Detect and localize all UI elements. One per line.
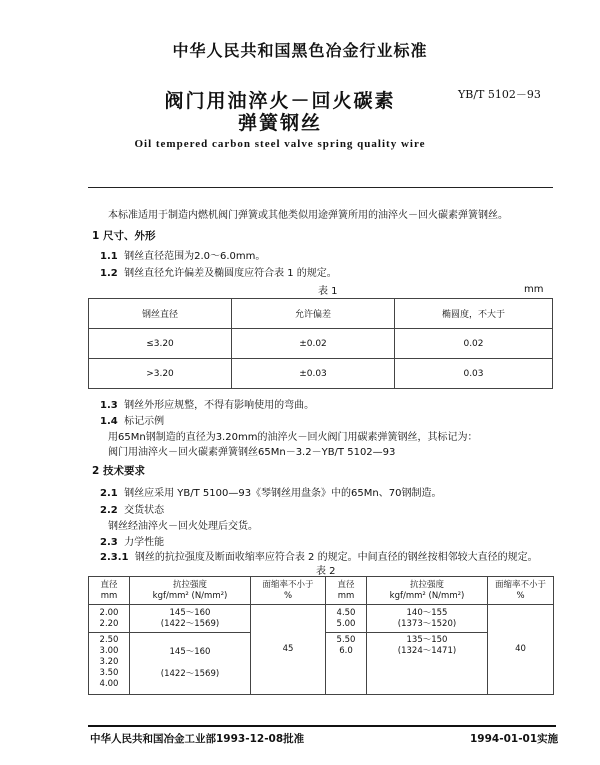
tensile-unit: kgf/mm² (N/mm²) — [152, 590, 228, 601]
clause-2-1 — [100, 484, 441, 499]
table-1-caption: 表 1 — [318, 286, 338, 297]
clause-text: 钢丝的抗拉强度及断面收缩率应符合表 2 的规定。中间直径的钢丝按相邻较大直径的规定。 — [134, 552, 538, 563]
table-header-cell — [251, 577, 326, 605]
tensile-header: 抗拉强度 — [409, 579, 444, 590]
diameter-unit: mm — [100, 590, 118, 601]
table-header-cell — [488, 577, 554, 605]
tensile-unit: kgf/mm² (N/mm²) — [389, 590, 465, 601]
diameter-value: 4.00 — [99, 679, 119, 689]
reduction-header: 面缩率不小于 — [262, 579, 314, 590]
diameter-header: 直径 — [337, 579, 355, 590]
table-cell: 45 — [251, 605, 326, 695]
diameter-header: 直径 — [100, 579, 118, 590]
diameter-value: 4.50 — [336, 607, 356, 618]
table-cell — [367, 633, 488, 695]
tensile-header: 抗拉强度 — [172, 579, 207, 590]
english-title: Oil tempered carbon steel valve spring quality wire — [134, 138, 426, 150]
table-cell — [130, 605, 251, 633]
delivery-condition-text: 钢丝经油淬火－回火处理后交货。 — [108, 521, 258, 532]
diameter-value: 3.50 — [99, 668, 119, 678]
clause-2-3 — [100, 533, 164, 548]
table-2 — [88, 576, 554, 695]
clause-2-2 — [100, 501, 164, 516]
diameter-value: 6.0 — [339, 646, 353, 656]
tensile-value: 145～160 — [169, 647, 211, 657]
clause-1-1 — [100, 247, 265, 262]
table-cell — [367, 605, 488, 633]
clause-text: 交货状态 — [124, 505, 165, 516]
section-1-heading: 1 尺寸、外形 — [92, 230, 156, 242]
clause-1-4 — [100, 412, 164, 427]
table-row — [89, 329, 553, 359]
clause-number: 1.2 — [100, 268, 118, 279]
tensile-value: 135～150 — [406, 635, 448, 645]
table-row — [89, 359, 553, 389]
clause-number: 2.1 — [100, 488, 118, 499]
table-cell: 40 — [488, 605, 554, 695]
clause-number: 2.2 — [100, 505, 118, 516]
diameter-value: 3.00 — [99, 646, 119, 656]
tensile-value-si: (1324～1471) — [397, 646, 457, 656]
table-header-row — [89, 299, 553, 329]
clause-2-3-1 — [100, 548, 538, 563]
table-row — [89, 605, 554, 633]
table-cell: 0.03 — [395, 359, 553, 389]
clause-number: 2.3.1 — [100, 552, 129, 563]
scope-paragraph: 本标准适用于制造内燃机阀门弹簧或其他类似用途弹簧所用的油淬火－回火碳素弹簧钢丝。 — [108, 210, 508, 221]
diameter-value: 3.20 — [99, 657, 119, 667]
clause-text: 钢丝应采用 YB/T 5100—93《琴钢丝用盘条》中的65Mn、70钢制造。 — [124, 488, 442, 499]
standard-number: YB/T 5102－93 — [458, 88, 541, 101]
clause-text: 钢丝直径范围为2.0～6.0mm。 — [124, 251, 266, 262]
table-cell: >3.20 — [89, 359, 232, 389]
table-cell — [89, 605, 130, 633]
table-cell: ±0.02 — [232, 329, 395, 359]
table-cell — [130, 633, 251, 695]
table-header-cell: 允许偏差 — [232, 299, 395, 329]
implementation-date: 1994-01-01实施 — [470, 733, 559, 745]
clause-text: 钢丝外形应规整，不得有影响使用的弯曲。 — [124, 400, 315, 411]
table-header-cell — [89, 577, 130, 605]
table-cell: 0.02 — [395, 329, 553, 359]
clause-1-2 — [100, 264, 337, 279]
footer-rule — [88, 725, 556, 727]
header-rule — [88, 187, 553, 188]
clause-number: 1.4 — [100, 416, 118, 427]
diameter-unit: mm — [337, 590, 355, 601]
table-cell — [89, 633, 130, 695]
table-header-row — [89, 577, 554, 605]
section-2-heading: 2 技术要求 — [92, 465, 145, 477]
diameter-value: 5.00 — [336, 618, 356, 629]
tensile-value-si: (1422～1569) — [160, 618, 220, 629]
title-line-2: 弹簧钢丝 — [237, 112, 322, 134]
clause-number: 2.3 — [100, 537, 118, 548]
diameter-value: 5.50 — [336, 635, 356, 645]
issuing-organization: 中华人民共和国黑色冶金行业标准 — [172, 41, 428, 60]
table-header-cell — [130, 577, 251, 605]
table-cell — [326, 605, 367, 633]
tensile-value-si: (1373～1520) — [397, 618, 457, 629]
reduction-header: 面缩率不小于 — [494, 579, 546, 590]
table-cell: ±0.03 — [232, 359, 395, 389]
table-2-caption: 表 2 — [316, 566, 336, 577]
diameter-value: 2.20 — [99, 618, 119, 629]
clause-number: 1.3 — [100, 400, 118, 411]
diameter-value: 2.00 — [99, 607, 119, 618]
clause-text: 标记示例 — [124, 416, 165, 427]
clause-number: 1.1 — [100, 251, 118, 262]
table-header-cell: 椭圆度，不大于 — [395, 299, 553, 329]
marking-example-line-1: 用65Mn钢制造的直径为3.20mm的油淬火－回火阀门用碳素弹簧钢丝，其标记为： — [108, 432, 478, 443]
table-header-cell — [367, 577, 488, 605]
title-line-1: 阀门用油淬火－回火碳素 — [164, 90, 396, 112]
marking-example-line-2: 阀门用油淬火－回火碳素弹簧钢丝65Mn－3.2－YB/T 5102—93 — [108, 447, 396, 458]
table-1-unit: mm — [524, 284, 544, 295]
table-cell: ≤3.20 — [89, 329, 232, 359]
reduction-unit: % — [283, 590, 293, 601]
table-header-cell — [326, 577, 367, 605]
diameter-value: 2.50 — [99, 635, 119, 645]
table-1 — [88, 298, 553, 389]
table-header-cell: 钢丝直径 — [89, 299, 232, 329]
tensile-value: 145～160 — [169, 607, 211, 618]
tensile-value: 140～155 — [406, 607, 448, 618]
table-cell — [326, 633, 367, 695]
clause-text: 钢丝直径允许偏差及椭圆度应符合表 1 的规定。 — [124, 268, 337, 279]
clause-text: 力学性能 — [124, 537, 165, 548]
reduction-unit: % — [516, 590, 525, 601]
approval-date: 中华人民共和国冶金工业部1993-12-08批准 — [90, 733, 305, 745]
clause-1-3 — [100, 396, 314, 411]
tensile-value-si: (1422～1569) — [160, 669, 220, 679]
